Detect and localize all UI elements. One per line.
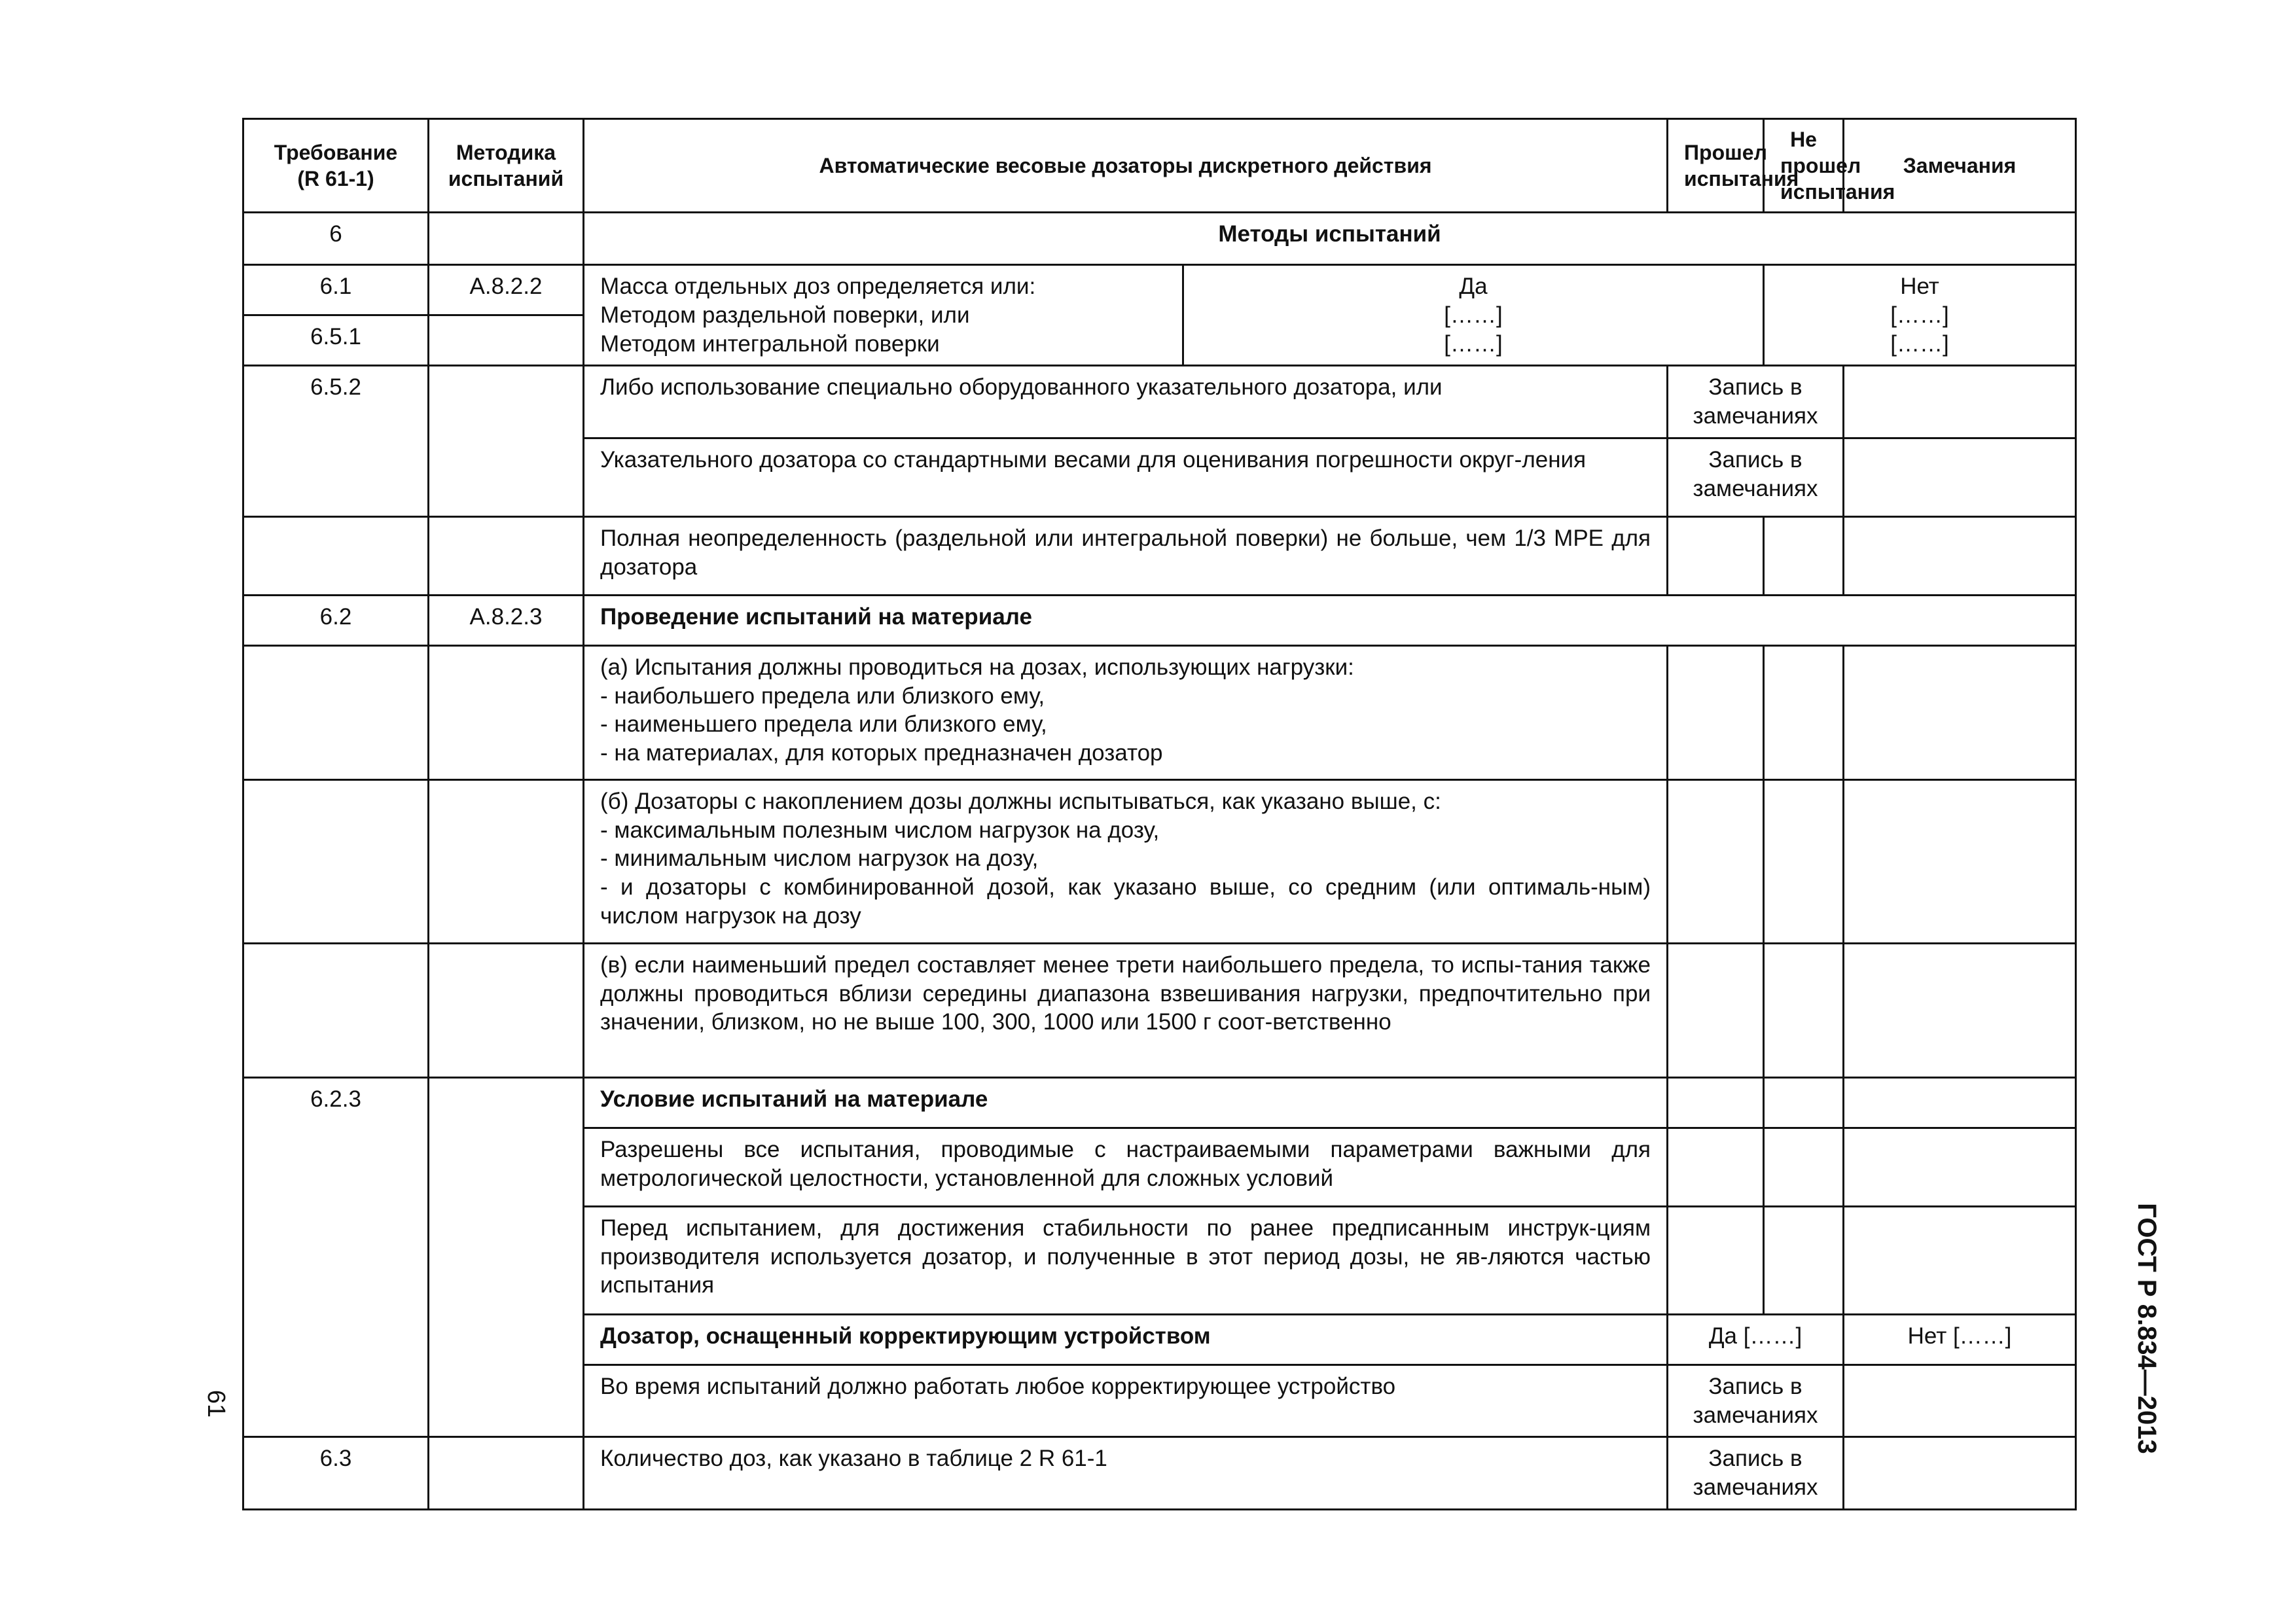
table-row	[243, 366, 2076, 438]
remarks-cell	[1844, 943, 2076, 1077]
requirement-cell: 6.5.2	[243, 366, 429, 517]
table-row	[243, 516, 2076, 595]
text-cell	[584, 645, 1668, 779]
method-cell	[429, 943, 584, 1077]
requirement-cell: 6.2	[243, 595, 429, 645]
header-remarks: Замечания	[1844, 119, 2076, 213]
method-cell	[429, 779, 584, 943]
corrector-no-cell: Нет [……]	[1844, 1314, 2076, 1364]
remarks-cell	[1844, 645, 2076, 779]
text-cell	[584, 779, 1668, 943]
header-method-line: испытаний	[448, 167, 564, 190]
section-title: Проведение испытаний на материале	[584, 595, 2076, 645]
method-cell	[429, 645, 584, 779]
failed-cell	[1764, 943, 1844, 1077]
requirement-cell	[243, 779, 429, 943]
yes-line: Да	[1459, 274, 1488, 299]
table-row	[243, 943, 2076, 1077]
passed-cell	[1668, 1128, 1764, 1206]
text-line: Масса отдельных доз определяется или:	[600, 274, 1036, 299]
header-failed-line: испытания	[1780, 180, 1895, 204]
table-row	[243, 595, 2076, 645]
text-cell	[584, 265, 1183, 366]
table-row	[243, 779, 2076, 943]
method-cell: A.8.2.2	[429, 265, 584, 315]
failed-cell	[1764, 1077, 1844, 1128]
passed-cell	[1668, 943, 1764, 1077]
text-cell: Либо использование специально оборудованного указательного дозатора, или	[584, 366, 1668, 438]
text-cell: Количество доз, как указано в таблице 2 R 61-1	[584, 1437, 1668, 1510]
standard-id: ГОСТ Р 8.834—2013	[2132, 1203, 2162, 1454]
text-cell: Указательного дозатора со стандартными весами для оценивания погрешности округ-ления	[584, 438, 1668, 516]
requirement-cell: 6.5.1	[243, 315, 429, 366]
note-cell: Запись в замечаниях	[1668, 366, 1844, 438]
text-line: Методом интегральной поверки	[600, 330, 940, 357]
header-requirement	[243, 119, 429, 213]
remarks-cell	[1844, 366, 2076, 438]
section-title: Условие испытаний на материале	[584, 1077, 1668, 1128]
header-title: Автоматические весовые дозаторы дискретного действия	[584, 119, 1668, 213]
requirement-cell	[243, 516, 429, 595]
section-title: Дозатор, оснащенный корректирующим устройством	[584, 1314, 1668, 1364]
method-cell	[429, 366, 584, 517]
text-line: - минимальным числом нагрузок на дозу,	[600, 846, 1039, 872]
note-cell: Запись в замечаниях	[1668, 1437, 1844, 1510]
no-cell	[1764, 265, 2076, 366]
text-line: - максимальным полезным числом нагрузок на дозу,	[600, 817, 1160, 843]
text-cell: (в) если наименьший предел составляет менее трети наибольшего предела, то испы-тания также должны проводиться вблизи середины диапазона взвешивания нагрузки, предпочтительно при значении, близком, но не выше 100, 300, 1000 или 1500 г соот-ветственно	[584, 943, 1668, 1077]
passed-cell	[1668, 645, 1764, 779]
requirement-cell: 6.3	[243, 1437, 429, 1510]
text-line: - наибольшего предела или близкого ему,	[600, 683, 1045, 709]
remarks-cell	[1844, 1077, 2076, 1128]
remarks-cell	[1844, 1437, 2076, 1510]
header-passed-line: испытания	[1684, 167, 1799, 190]
requirement-cell: 6.2.3	[243, 1077, 429, 1437]
remarks-cell	[1844, 779, 2076, 943]
remarks-cell	[1844, 1206, 2076, 1314]
text-line: (а) Испытания должны проводиться на дозах, использующих нагрузки:	[600, 654, 1354, 680]
header-method	[429, 119, 584, 213]
failed-cell	[1764, 1206, 1844, 1314]
page-number: 61	[202, 1389, 230, 1418]
yes-cell	[1183, 265, 1764, 366]
remarks-cell	[1844, 1364, 2076, 1437]
method-cell	[429, 1077, 584, 1437]
requirement-cell: 6	[243, 213, 429, 265]
method-cell	[429, 1437, 584, 1510]
header-passed	[1668, 119, 1799, 213]
text-line: - на материалах, для которых предназначен дозатор	[600, 740, 1163, 766]
requirement-cell: 6.1	[243, 265, 429, 315]
passed-cell	[1668, 1206, 1764, 1314]
failed-cell	[1764, 645, 1844, 779]
header-failed	[1764, 119, 1895, 213]
requirement-cell	[243, 645, 429, 779]
remarks-cell	[1844, 438, 2076, 516]
corrector-yes-cell: Да [……]	[1668, 1314, 1844, 1364]
text-line: Методом раздельной поверки, или	[600, 302, 970, 328]
text-cell: Полная неопределенность (раздельной или интегральной поверки) не больше, чем 1/3 MPE для дозатора	[584, 516, 1668, 595]
header-requirement-line: (R 61-1)	[297, 167, 374, 190]
text-line: (б) Дозаторы с накоплением дозы должны испытываться, как указано выше, с:	[600, 788, 1441, 814]
table-row	[243, 213, 2076, 265]
note-cell: Запись в замечаниях	[1668, 438, 1844, 516]
yes-line: [……]	[1444, 330, 1503, 357]
text-cell: Перед испытанием, для достижения стабильности по ранее предписанным инструк-циям производителя используется дозатор, и полученные в этот период дозы, не яв-ляются частью испытания	[584, 1206, 1668, 1314]
no-line: [……]	[1890, 330, 1949, 357]
table-header-row	[243, 119, 2076, 213]
no-line: Нет	[1900, 274, 1939, 299]
no-line: [……]	[1890, 302, 1949, 328]
text-line: - и дозаторы с комбинированной дозой, как указано выше, со средним (или оптималь-ным) числом нагрузок на дозу	[600, 874, 1651, 929]
table-row	[243, 265, 2076, 315]
table-row	[243, 645, 2076, 779]
text-line: - наименьшего предела или близкого ему,	[600, 711, 1047, 738]
text-cell: Во время испытаний должно работать любое корректирующее устройство	[584, 1364, 1668, 1437]
method-cell	[429, 213, 584, 265]
section-title: Методы испытаний	[584, 213, 2076, 265]
test-report-table	[242, 118, 2077, 1510]
passed-cell	[1668, 779, 1764, 943]
table-row	[243, 1077, 2076, 1128]
table-row	[243, 1437, 2076, 1510]
header-passed-line: Прошел	[1684, 141, 1767, 164]
yes-line: [……]	[1444, 302, 1503, 328]
passed-cell	[1668, 516, 1764, 595]
note-cell: Запись в замечаниях	[1668, 1364, 1844, 1437]
failed-cell	[1764, 779, 1844, 943]
text-cell: Разрешены все испытания, проводимые с настраиваемыми параметрами важными для метрологической целостности, установленной для сложных условий	[584, 1128, 1668, 1206]
passed-cell	[1668, 1077, 1764, 1128]
method-cell: A.8.2.3	[429, 595, 584, 645]
method-cell	[429, 315, 584, 366]
remarks-cell	[1844, 516, 2076, 595]
remarks-cell	[1844, 1128, 2076, 1206]
header-failed-line: Не прошел	[1780, 128, 1861, 177]
method-cell	[429, 516, 584, 595]
header-requirement-line: Требование	[274, 141, 398, 164]
requirement-cell	[243, 943, 429, 1077]
failed-cell	[1764, 1128, 1844, 1206]
header-method-line: Методика	[456, 141, 556, 164]
failed-cell	[1764, 516, 1844, 595]
